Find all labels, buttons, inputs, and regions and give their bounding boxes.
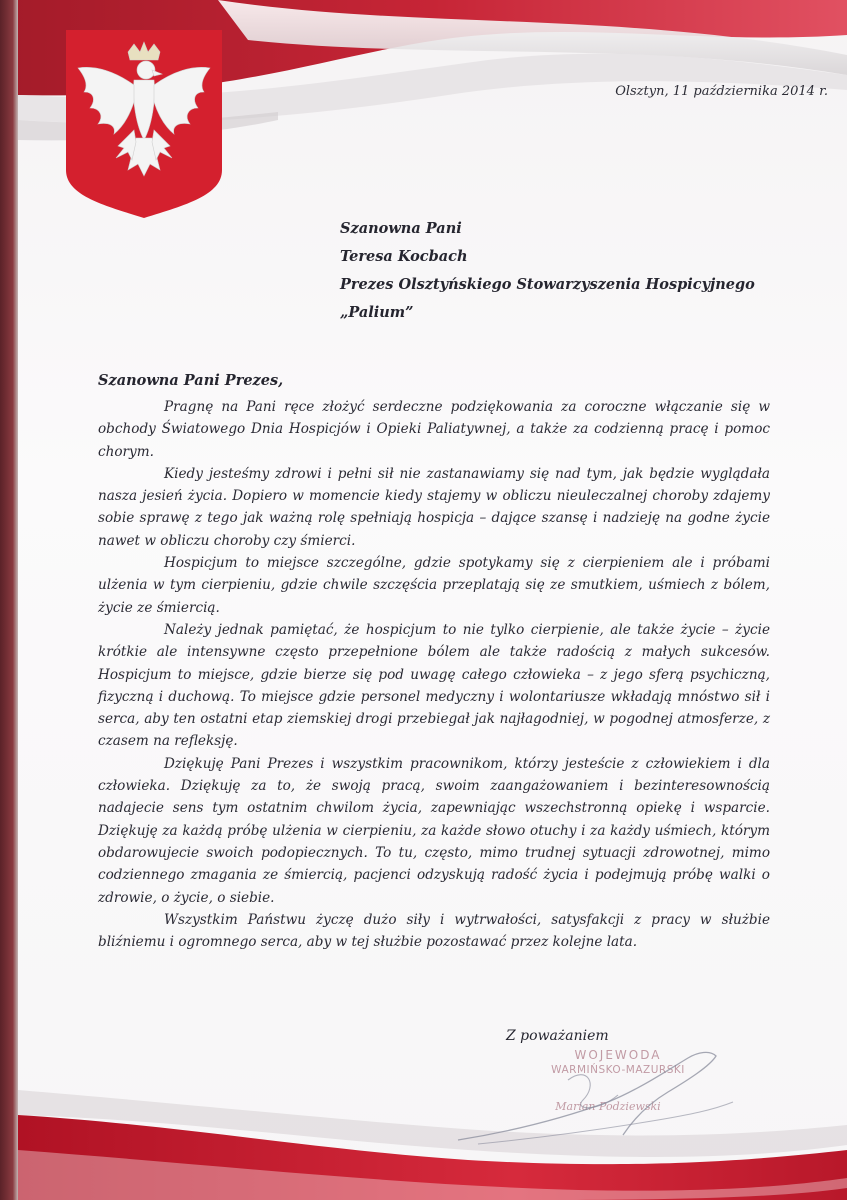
closing: Z poważaniem: [506, 1028, 609, 1044]
letter-date: Olsztyn, 11 października 2014 r.: [615, 84, 828, 99]
addressee-position: Prezes Olsztyńskiego Stowarzyszenia Hospicyjnego: [340, 276, 755, 293]
salutation: Szanowna Pani Prezes,: [98, 372, 284, 389]
paragraph: Dziękuję Pani Prezes i wszystkim pracownikom, którzy jesteście z człowiekiem i dla człowieka. Dziękuję za to, że swoją pracą, swoim zaangażowaniem i bezinteresownością nadajecie sens tym ostatnim chwilom życia, zapewniając wszechstronną opiekę i wsparcie. Dziękuję za każdą próbę ulżenia w cierpieniu, za każde słowo otuchy i za każdy uśmiech, którym obdarowujecie swoich podopiecznych. To tu, często, mimo trudnej sytuacji zdrowotnej, mimo codziennego zmagania ze śmiercią, pacjenci odzyskują radość życia i podejmują próbę walki o zdrowie, o życie, o siebie.: [98, 755, 770, 906]
stamp-name: Marian Podziewski: [555, 1100, 661, 1113]
addressee-greeting: Szanowna Pani: [340, 220, 462, 237]
letter-page: [18, 0, 847, 1200]
stamp-title: WOJEWODA: [574, 1048, 662, 1062]
addressee-block: [340, 215, 810, 327]
paragraph: Pragnę na Pani ręce złożyć serdeczne podziękowania za coroczne włączanie się w obchody Światowego Dnia Hospicjów i Opieki Paliatywnej, a także za codzienną pracę i pomoc chorym.: [98, 399, 770, 460]
paragraph: Hospicjum to miejsce szczególne, gdzie spotykamy się z cierpieniem ale i próbami ulżenia w tym cierpieniu, gdzie chwile szczęścia przeplatają się ze smutkiem, uśmiech z bólem, życie ze śmiercią.: [98, 555, 770, 616]
signature-icon: [448, 1040, 748, 1150]
paragraph: Kiedy jesteśmy zdrowi i pełni sił nie zastanawiamy się nad tym, jak będzie wyglądała nasza jesień życia. Dopiero w momencie kiedy stajemy w obliczu nieuleczalnej choroby zdajemy sobie sprawę z tego jak ważną rolę spełniają hospicja – dające szansę i nadzieję na godne życie nawet w obliczu choroby czy śmierci.: [98, 465, 770, 549]
addressee-organization: „Palium”: [340, 304, 414, 321]
paragraph: Wszystkim Państwu życzę dużo siły i wytrwałości, satysfakcji z pracy w służbie bliźniemu i ogromnego serca, aby w tej służbie pozostawać przez kolejne lata.: [98, 911, 770, 951]
paragraph: Należy jednak pamiętać, że hospicjum to nie tylko cierpienie, ale także życie – życie krótkie ale intensywne często przepełnione bólem ale także radością z małych sukcesów. Hospicjum to miejsce, gdzie bierze się pod uwagę całego człowieka – z jego sferą psychiczną, fizyczną i duchową. To miejsce gdzie personel medyczny i wolontariusze wkładają mnóstwo sił i serca, aby ten ostatni etap ziemskiej drogi przebiegał jak najłagodniej, w pogodnej atmosferze, z czasem na refleksję.: [98, 621, 770, 750]
addressee-name: Teresa Kocbach: [340, 248, 468, 265]
stamp-region: WARMIŃSKO-MAZURSKI: [551, 1064, 685, 1076]
letter-body: [98, 396, 770, 953]
eagle-emblem-icon: [66, 30, 222, 218]
